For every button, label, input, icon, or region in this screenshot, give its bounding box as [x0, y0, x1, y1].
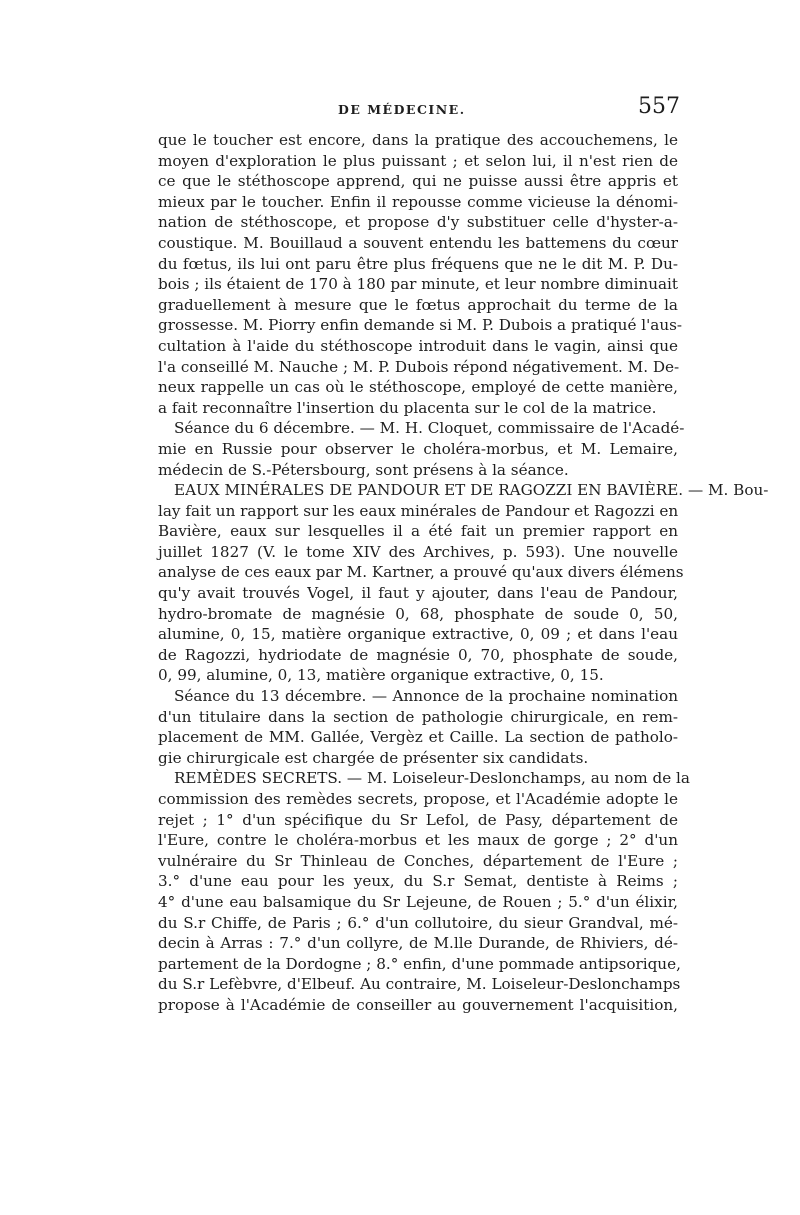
text-line: médecin de S.-Pétersbourg, sont présens à la séance. — [158, 460, 569, 479]
text-line: commission des remèdes secrets, propose, et l'Académie adopte le — [158, 790, 678, 808]
text-line: analyse de ces eaux par M. Kartner, a prouvé qu'aux divers élémens — [158, 563, 684, 582]
text-line: partement de la Dordogne ; 8.° enfin, d'une pommade antipsorique, — [158, 954, 681, 973]
text-line: propose à l'Académie de conseiller au gouvernement l'acquisition, — [158, 995, 678, 1014]
text-line: alumine, 0, 15, matière organique extractive, 0, 09 ; et dans l'eau — [158, 625, 678, 644]
text-line: qu'y avait trouvés Vogel, il faut y ajouter, dans l'eau de Pandour, — [158, 584, 678, 603]
text-line: a fait reconnaître l'insertion du placenta sur le col de la matrice. — [158, 398, 657, 417]
text-line: moyen d'exploration le plus puissant ; et selon lui, il n'est rien de — [158, 151, 678, 170]
text-line: rejet ; 1° d'un spécifique du Sr Lefol, de Pasy, département de — [158, 810, 678, 829]
running-head — [160, 96, 680, 124]
text-line: neux rappelle un cas où le stéthoscope, employé de cette manière, — [158, 378, 678, 397]
text-line: graduellement à mesure que le fœtus approchait du terme de la — [158, 295, 678, 314]
text-line: decin à Arras : 7.° d'un collyre, de M.lle Durande, de Rhiviers, dé- — [158, 934, 678, 953]
text-line: Séance du 13 décembre. — Annonce de la prochaine nomination — [174, 687, 678, 706]
text-line: 3.° d'une eau pour les yeux, du S.r Semat, dentiste à Reims ; — [158, 872, 678, 891]
text-line: EAUX MINÉRALES DE PANDOUR ET DE RAGOZZI EN BAVIÈRE. — M. Bou- — [174, 481, 769, 500]
text-line: que le toucher est encore, dans la pratique des accouchemens, le — [158, 131, 678, 149]
text-line: 0, 99, alumine, 0, 13, matière organique extractive, 0, 15. — [158, 666, 604, 685]
text-line: cultation à l'aide du stéthoscope introduit dans le vagin, ainsi que — [158, 336, 678, 355]
text-line: juillet 1827 (V. le tome XIV des Archives, p. 593). Une nouvelle — [158, 542, 678, 561]
text-line: de Ragozzi, hydriodate de magnésie 0, 70, phosphate de soude, — [158, 645, 678, 664]
text-line: Bavière, eaux sur lesquelles il a été fait un premier rapport en — [158, 522, 678, 541]
text-line: bois ; ils étaient de 170 à 180 par minute, et leur nombre diminuait — [158, 275, 678, 294]
text-line: mieux par le toucher. Enfin il repousse comme vicieuse la dénomi- — [158, 192, 678, 211]
text-line: grossesse. M. Piorry enfin demande si M. P. Dubois a pratiqué l'aus- — [158, 316, 683, 335]
text-line: gie chirurgicale est chargée de présenter six candidats. — [158, 748, 589, 767]
text-line: placement de MM. Gallée, Vergèz et Caille. La section de patholo- — [158, 728, 678, 747]
text-line: REMÈDES SECRETS. — M. Loiseleur-Deslonchamps, au nom de la — [174, 769, 690, 788]
running-head-title: DE MÉDECINE. — [338, 102, 466, 117]
text-line: Séance du 6 décembre. — M. H. Cloquet, commissaire de l'Acadé- — [174, 419, 685, 438]
body-text — [158, 130, 769, 1016]
text-line: mie en Russie pour observer le choléra-morbus, et M. Lemaire, — [158, 439, 678, 458]
page-number: 557 — [638, 94, 680, 119]
text-line: du fœtus, ils lui ont paru être plus fréquens que ne le dit M. P. Du- — [158, 254, 678, 273]
text-line: du S.r Lefèbvre, d'Elbeuf. Au contraire, M. Loiseleur-Deslonchamps — [158, 975, 681, 994]
text-line: du S.r Chiffe, de Paris ; 6.° d'un collutoire, du sieur Grandval, mé- — [158, 913, 678, 932]
text-line: l'Eure, contre le choléra-morbus et les maux de gorge ; 2° d'un — [158, 831, 678, 850]
text-line: d'un titulaire dans la section de pathologie chirurgicale, en rem- — [158, 707, 678, 726]
text-line: nation de stéthoscope, et propose d'y substituer celle d'hyster-a- — [158, 213, 678, 232]
text-line: hydro-bromate de magnésie 0, 68, phosphate de soude 0, 50, — [158, 604, 678, 623]
text-line: l'a conseillé M. Nauche ; M. P. Dubois répond négativement. M. De- — [158, 357, 680, 376]
text-line: vulnéraire du Sr Thinleau de Conches, département de l'Eure ; — [158, 851, 678, 870]
text-line: ce que le stéthoscope apprend, qui ne puisse aussi être appris et — [158, 172, 678, 191]
text-line: 4° d'une eau balsamique du Sr Lejeune, de Rouen ; 5.° d'un élixir, — [158, 892, 678, 911]
text-line: lay fait un rapport sur les eaux minérales de Pandour et Ragozzi en — [158, 501, 679, 520]
text-line: coustique. M. Bouillaud a souvent entendu les battemens du cœur — [158, 233, 678, 252]
